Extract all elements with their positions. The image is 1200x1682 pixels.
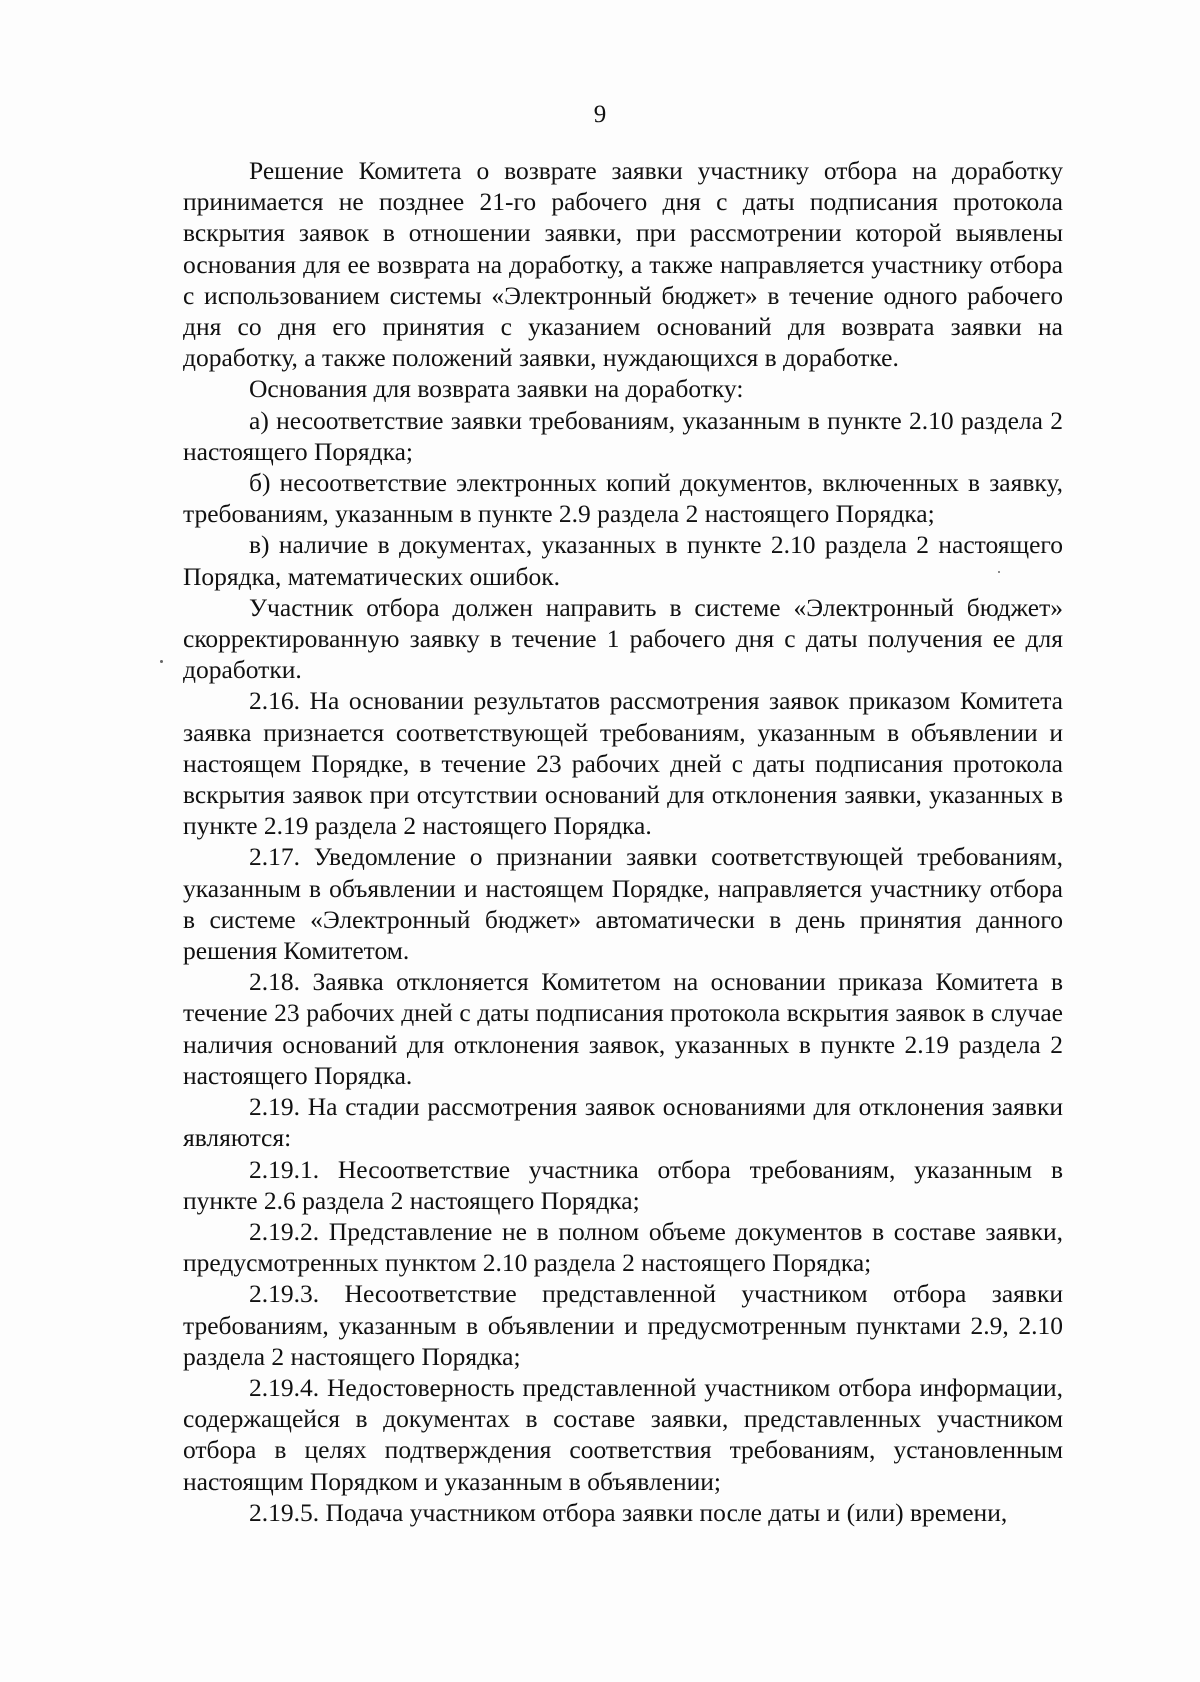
paragraph: Основания для возврата заявки на доработку: — [249, 374, 744, 404]
document-body — [183, 155, 1063, 1528]
paragraph: 2.19.1. Несоответствие участника отбора требованиям, указанным в пункте 2.6 раздела 2 настоящего Порядка; — [183, 1154, 1063, 1215]
scan-speck — [998, 571, 1000, 573]
paragraph: 2.19.4. Недостоверность представленной участником отбора информации, содержащейся в документах в составе заявки, представленных участником отбора в целях подтверждения соответствия требованиям, установленным настоящим Порядком и указанным в объявлении; — [183, 1372, 1063, 1496]
scan-speck — [160, 660, 163, 663]
paragraph: 2.16. На основании результатов рассмотрения заявок приказом Комитета заявка признается соответствующей требованиям, указанным в объявлении и настоящем Порядке, в течение 23 рабочих дней с даты подписания протокола вскрытия заявок при отсутствии оснований для отклонения заявки, указанных в пункте 2.19 раздела 2 настоящего Порядка. — [183, 686, 1063, 841]
paragraph: 2.19.3. Несоответствие представленной участником отбора заявки требованиям, указанным в объявлении и предусмотренным пунктами 2.9, 2.10 раздела 2 настоящего Порядка; — [183, 1279, 1063, 1371]
paragraph: 2.19. На стадии рассмотрения заявок основаниями для отклонения заявки являются: — [183, 1092, 1063, 1153]
paragraph: б) несоответствие электронных копий документов, включенных в заявку, требованиям, указанным в пункте 2.9 раздела 2 настоящего Порядка; — [183, 468, 1063, 529]
paragraph: Решение Комитета о возврате заявки участнику отбора на доработку принимается не позднее 21-го рабочего дня с даты подписания протокола вскрытия заявок в отношении заявки, при рассмотрении которой выявлены основания для ее возврата на доработку, а также направляется участнику отбора с использованием системы «Электронный бюджет» в течение одного рабочего дня со дня его принятия с указанием оснований для возврата заявки на доработку, а также положений заявки, нуждающихся в доработке. — [183, 156, 1063, 373]
page-number: 9 — [593, 101, 607, 128]
paragraph: в) наличие в документах, указанных в пункте 2.10 раздела 2 настоящего Порядка, математических ошибок. — [183, 530, 1063, 591]
paragraph: Участник отбора должен направить в системе «Электронный бюджет» скорректированную заявку в течение 1 рабочего дня с даты получения ее для доработки. — [183, 592, 1063, 685]
paragraph: 2.19.2. Представление не в полном объеме документов в составе заявки, предусмотренных пунктом 2.10 раздела 2 настоящего Порядка; — [183, 1216, 1063, 1278]
paragraph: 2.19.5. Подача участником отбора заявки после даты и (или) времени, — [249, 1497, 1008, 1527]
paragraph: 2.17. Уведомление о признании заявки соответствующей требованиям, указанным в объявлении и настоящем Порядке, направляется участнику отбора в системе «Электронный бюджет» автоматически в день принятия данного решения Комитетом. — [183, 842, 1063, 966]
paragraph: 2.18. Заявка отклоняется Комитетом на основании приказа Комитета в течение 23 рабочих дней с даты подписания протокола вскрытия заявок в случае наличия оснований для отклонения заявок, указанных в пункте 2.19 раздела 2 настоящего Порядка. — [183, 967, 1063, 1090]
paragraph: а) несоответствие заявки требованиям, указанным в пункте 2.10 раздела 2 настоящего Порядка; — [183, 405, 1063, 466]
